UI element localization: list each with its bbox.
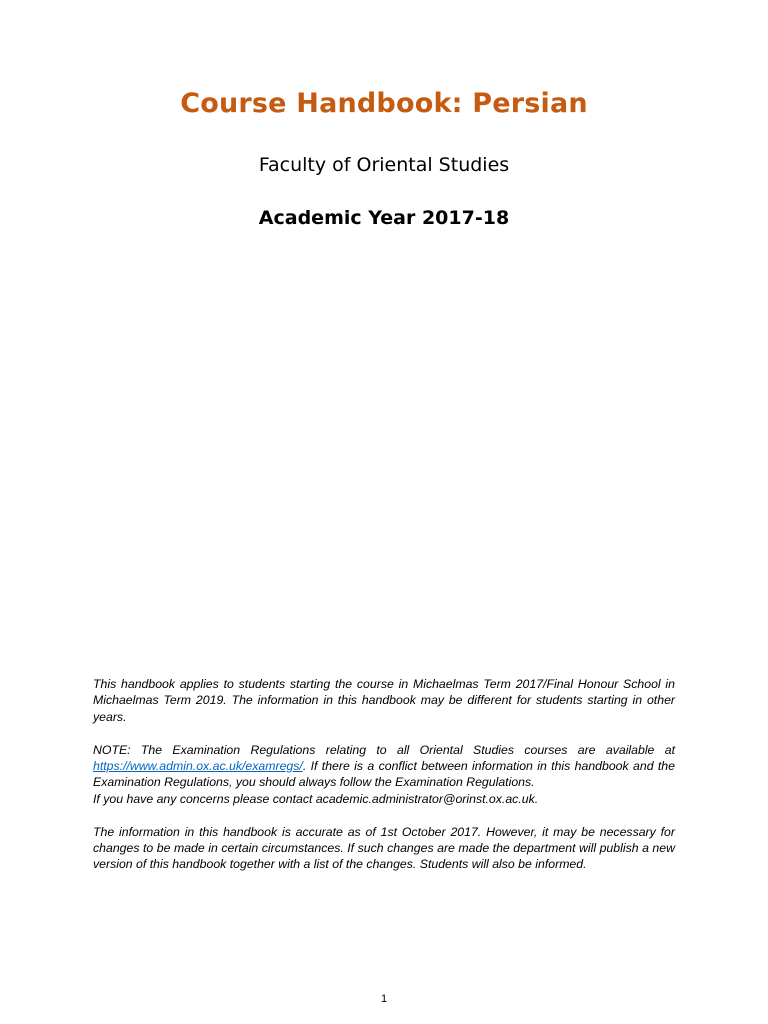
exam-regulations-link[interactable]: https://www.admin.ox.ac.uk/examregs/ <box>93 759 303 774</box>
regulations-conflict-text: . If there is a conflict between information in this handbook and the Examination Regulations, you should always follow the Examination Regulations. <box>93 759 675 790</box>
notice-paragraph-accuracy: The information in this handbook is accurate as of 1st October 2017. However, it may be necessary for changes to be made in certain circumstances. If such changes are made the department will publish a new version of this handbook together with a list of the changes. Students will also be informed. <box>93 824 675 872</box>
regulations-text: NOTE: The Examination Regulations relating to all Oriental Studies courses are available at <box>93 742 675 757</box>
page-number: 1 <box>380 993 388 1005</box>
academic-year: Academic Year 2017-18 <box>258 207 510 229</box>
contact-text: If you have any concerns please contact academic.administrator@orinst.ox.ac.uk. <box>93 791 539 806</box>
handbook-notice <box>93 676 675 873</box>
faculty-name: Faculty of Oriental Studies <box>258 154 510 176</box>
notice-paragraph-regulations <box>93 742 675 808</box>
notice-paragraph-applicability: This handbook applies to students starting the course in Michaelmas Term 2017/Final Honour School in Michaelmas Term 2019. The information in this handbook may be different for students starting in other years. <box>93 677 675 724</box>
document-title: Course Handbook: Persian <box>180 88 588 119</box>
